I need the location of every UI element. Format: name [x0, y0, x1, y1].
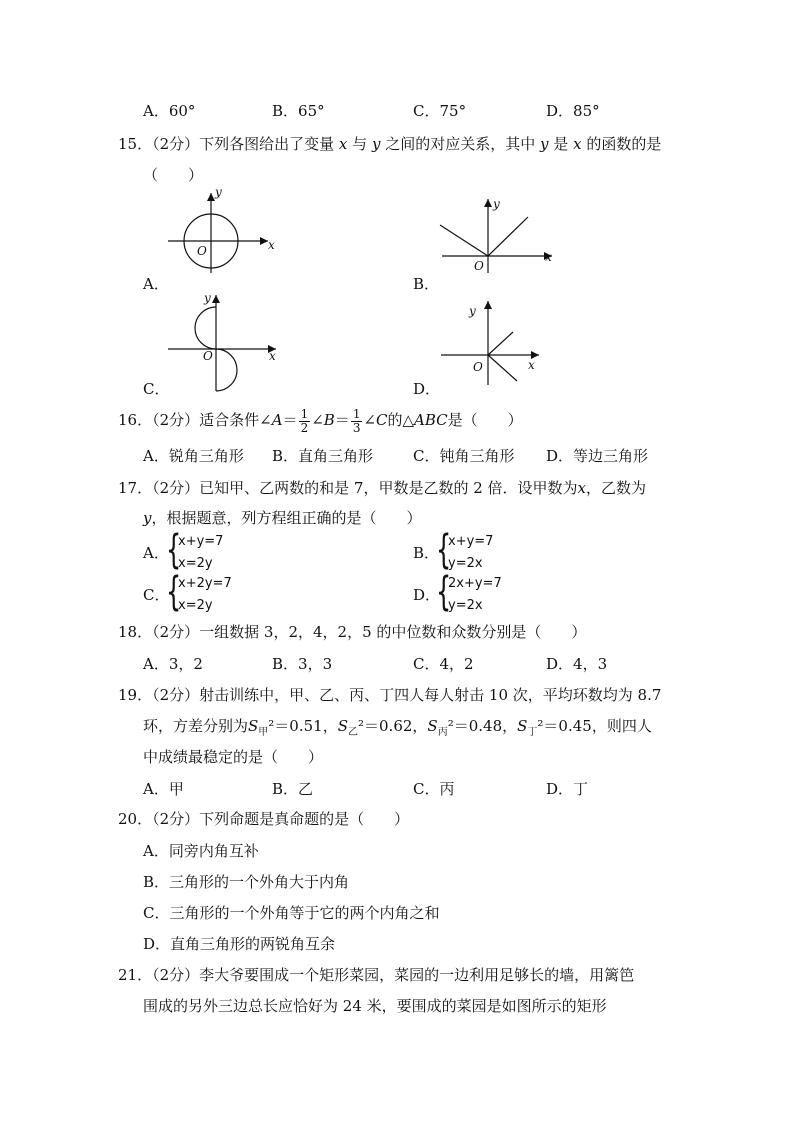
q16-frac2-num: 1	[352, 406, 361, 421]
q15-stem-mid3: 是	[553, 135, 569, 153]
q16-frac1-num: 1	[300, 406, 309, 421]
q15-label-d: D．	[413, 380, 441, 398]
q17-option-d-label: D．	[413, 586, 441, 604]
brace-icon: {	[166, 569, 182, 615]
q19-v2: ²＝0.62，	[358, 717, 428, 735]
q16-prefix: 16．（2分）适合条件∠	[118, 411, 272, 429]
q17-option-b-system	[436, 527, 516, 574]
q15-a-axis-x: x	[268, 238, 275, 252]
q15-b-axis-x: x	[545, 250, 552, 264]
q19-v4: ²＝0.45，则四人	[537, 717, 652, 735]
q16-eq1: ＝	[282, 411, 298, 429]
q16-end: 是（ ）	[447, 411, 523, 429]
q14-option-c: C．75°	[413, 102, 467, 120]
q15-stem	[118, 134, 661, 154]
q17-option-a-label: A．	[143, 544, 169, 562]
q14-option-b: B．65°	[272, 102, 325, 120]
q19-option-b: B．乙	[272, 780, 314, 798]
q15-graph-d	[435, 297, 550, 387]
q19-sub1: 甲	[258, 727, 269, 738]
q17-option-b-label: B．	[413, 544, 440, 562]
q16-option-d: D．等边三角形	[546, 447, 649, 465]
q17-line1	[118, 478, 646, 498]
q16-stem	[118, 407, 523, 435]
q19-option-d: D．丁	[546, 780, 589, 798]
q17-c-eq1: x+2y=7	[178, 576, 232, 591]
q18-option-c: C．4，2	[413, 655, 474, 673]
q21-line2: 围成的另外三边总长应恰好为 24 米，要围成的菜园是如图所示的矩形	[143, 997, 607, 1015]
q17-var-x: x	[577, 479, 586, 497]
q19-option-c: C．丙	[413, 780, 455, 798]
q17-option-c-system	[166, 569, 246, 616]
q19-sub2: 乙	[348, 727, 358, 738]
q15-var-x: x	[338, 135, 348, 153]
q16-option-c: C．钝角三角形	[413, 447, 515, 465]
q18-option-b: B．3，3	[272, 655, 333, 673]
q18-option-a: A．3，2	[143, 655, 203, 673]
q14-option-d: D．85°	[546, 102, 600, 120]
q19-s1: S	[248, 717, 259, 735]
q16-angle-b: ∠B	[311, 411, 335, 429]
brace-icon: {	[436, 527, 452, 573]
q19-line1: 19．（2分）射击训练中，甲、乙、丙、丁四人每人射击 10 次，平均环数均为 8.7	[118, 686, 662, 704]
q19-line2-prefix: 环，方差分别为	[143, 717, 249, 735]
q15-stem-suffix: 的函数的是	[586, 135, 662, 153]
q19-sub4: 丁	[527, 727, 538, 738]
q15-d-origin: O	[473, 360, 483, 374]
q19-s3: S	[427, 717, 438, 735]
q15-c-origin: O	[203, 349, 213, 363]
q16-option-b: B．直角三角形	[272, 447, 374, 465]
q19-v1: ²＝0.51，	[268, 717, 338, 735]
q19-v3: ²＝0.48，	[447, 717, 518, 735]
q17-var-y: y	[143, 509, 152, 527]
q15-c-axis-y: y	[204, 291, 211, 305]
q17-d-eq1: 2x+y=7	[448, 576, 502, 591]
q19-s2: S	[337, 717, 348, 735]
q17-option-c-label: C．	[143, 586, 170, 604]
q17-a-eq2: x=2y	[178, 556, 213, 571]
q17-line1-tail: ，乙数为	[586, 479, 647, 497]
q15-label-a: A．	[143, 275, 169, 293]
q16-eq2: ＝	[334, 411, 350, 429]
q15-graph-b	[430, 195, 560, 275]
q15-var-y2: y	[540, 135, 549, 153]
q19-s4: S	[517, 717, 528, 735]
q15-graph-a	[150, 185, 280, 275]
brace-icon: {	[436, 569, 452, 615]
q19-sub3: 丙	[437, 727, 448, 738]
q15-a-origin: O	[197, 244, 207, 258]
q17-line2	[143, 508, 422, 528]
q20-option-c: C．三角形的一个外角等于它的两个内角之和	[143, 904, 440, 922]
q14-option-a: A．60°	[143, 102, 196, 120]
q18-stem: 18．（2分）一组数据 3，2，4，2，5 的中位数和众数分别是（ ）	[118, 623, 587, 641]
q20-stem: 20．（2分）下列命题是真命题的是（ ）	[118, 810, 410, 828]
q15-var-y: y	[371, 135, 381, 153]
q15-answer-paren: （ ）	[143, 166, 204, 184]
q15-graph-c	[160, 287, 285, 392]
q17-b-eq1: x+y=7	[448, 534, 494, 549]
q18-option-d: D．4，3	[546, 655, 608, 673]
q20-option-a: A．同旁内角互补	[143, 842, 259, 860]
q19-option-a: A．甲	[143, 780, 184, 798]
q15-b-origin: O	[474, 259, 484, 273]
q16-frac-half	[299, 408, 311, 435]
q20-option-d: D．直角三角形的两锐角互余	[143, 935, 336, 953]
q15-c-axis-x: x	[269, 349, 276, 363]
q16-frac-third	[351, 408, 363, 435]
q16-tail: 的△	[387, 411, 415, 429]
q16-option-a: A．锐角三角形	[143, 447, 244, 465]
q17-option-d-system	[436, 569, 516, 616]
q15-stem-mid2: 之间的对应关系，其中	[385, 135, 536, 153]
brace-icon: {	[166, 527, 182, 573]
q15-var-x2: x	[573, 135, 582, 153]
q20-option-b: B．三角形的一个外角大于内角	[143, 873, 350, 891]
q15-label-b: B．	[413, 275, 440, 293]
q19-line2	[143, 716, 652, 743]
q17-line2-text: ，根据题意，列方程组正确的是（ ）	[151, 509, 422, 527]
q15-d-axis-y: y	[469, 304, 476, 318]
q17-option-a-system	[166, 527, 246, 574]
q17-b-eq2: y=2x	[448, 556, 483, 571]
q15-b-axis-y: y	[493, 197, 500, 211]
q16-angle-c: ∠C	[363, 411, 388, 429]
q16-angle-a: A	[271, 411, 283, 429]
q21-line1: 21．（2分）李大爷要围成一个矩形菜园，菜园的一边利用足够长的墙，用篱笆	[118, 966, 635, 984]
q15-stem-mid1: 与	[352, 135, 368, 153]
q19-line3: 中成绩最稳定的是（ ）	[143, 748, 324, 766]
q16-frac1-den: 2	[300, 420, 309, 435]
q15-stem-prefix: 15．（2分）下列各图给出了变量	[118, 135, 335, 153]
q15-label-c: C．	[143, 380, 170, 398]
q17-line1-text: 17．（2分）已知甲、乙两数的和是 7，甲数是乙数的 2 倍．设甲数为	[118, 479, 578, 497]
q16-frac2-den: 3	[352, 420, 361, 435]
q16-abc: ABC	[414, 411, 448, 429]
q15-d-axis-x: x	[528, 358, 535, 372]
q17-d-eq2: y=2x	[448, 598, 483, 613]
q15-a-axis-y: y	[215, 185, 222, 199]
q17-c-eq2: x=2y	[178, 598, 213, 613]
q17-a-eq1: x+y=7	[178, 534, 224, 549]
